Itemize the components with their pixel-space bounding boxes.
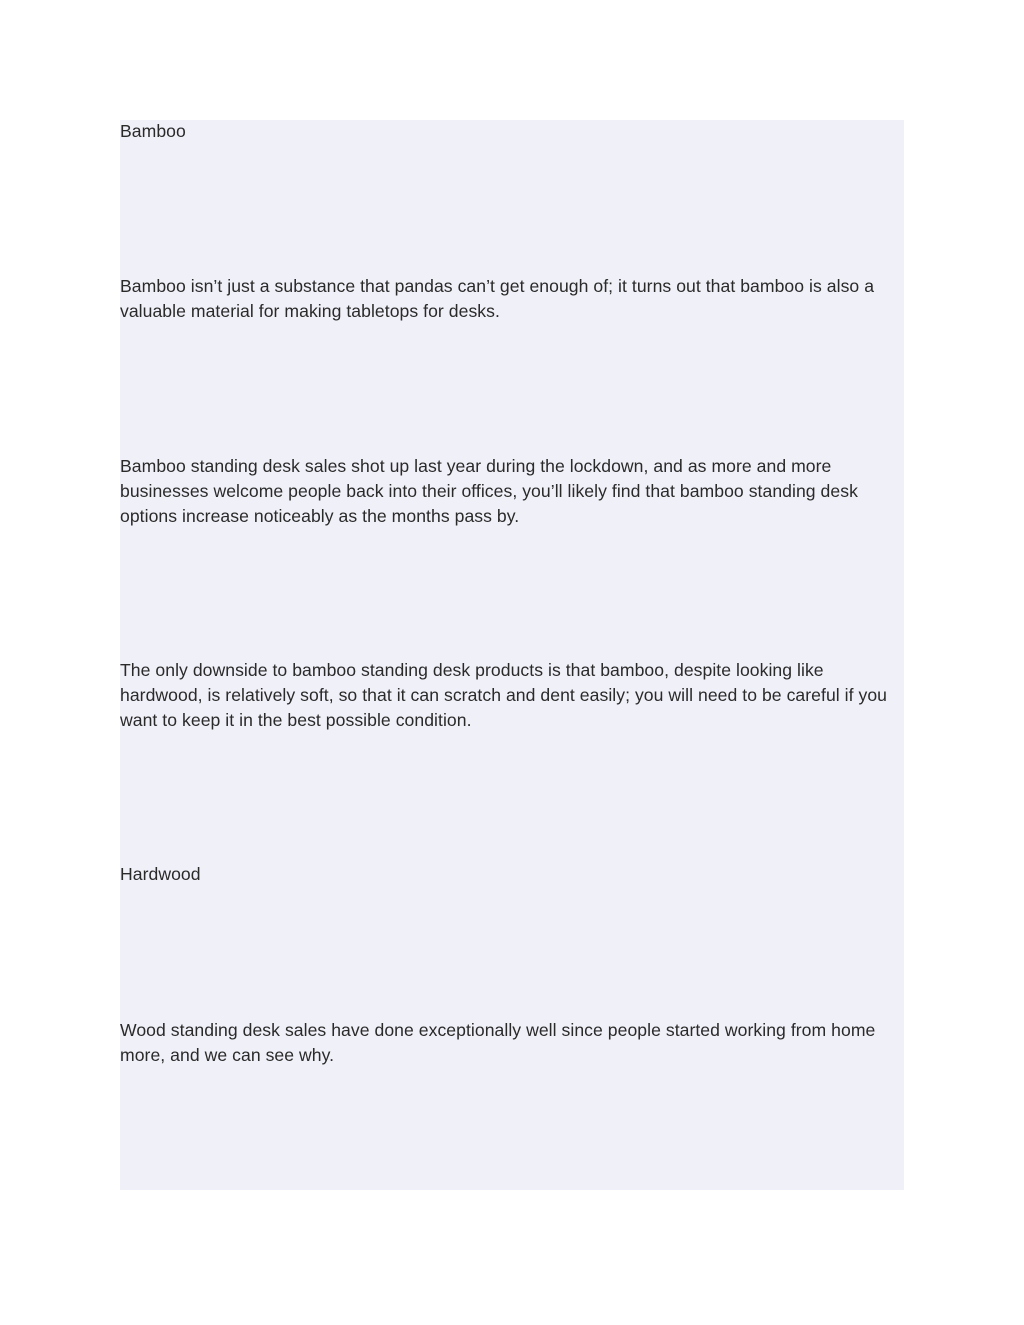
paragraph-wood-sales: Wood standing desk sales have done exceptionally well since people started working from home more, and we can see why. xyxy=(120,1020,876,1065)
paragraph-bamboo-downside: The only downside to bamboo standing desk products is that bamboo, despite looking like hardwood, is relatively soft, so that it can scratch and dent easily; you will need to be careful if you want to keep it in the best possible condition. xyxy=(120,660,888,730)
paragraph-bamboo-sales: Bamboo standing desk sales shot up last year during the lockdown, and as more and more businesses welcome people back into their offices, you’ll likely find that bamboo standing desk options increase noticeably as the months pass by. xyxy=(120,456,858,526)
paragraph-bamboo-intro: Bamboo isn’t just a substance that pandas can’t get enough of; it turns out that bamboo is also a valuable material for making tabletops for desks. xyxy=(120,276,875,321)
section-heading-hardwood: Hardwood xyxy=(120,864,201,884)
section-heading-bamboo: Bamboo xyxy=(120,121,186,141)
